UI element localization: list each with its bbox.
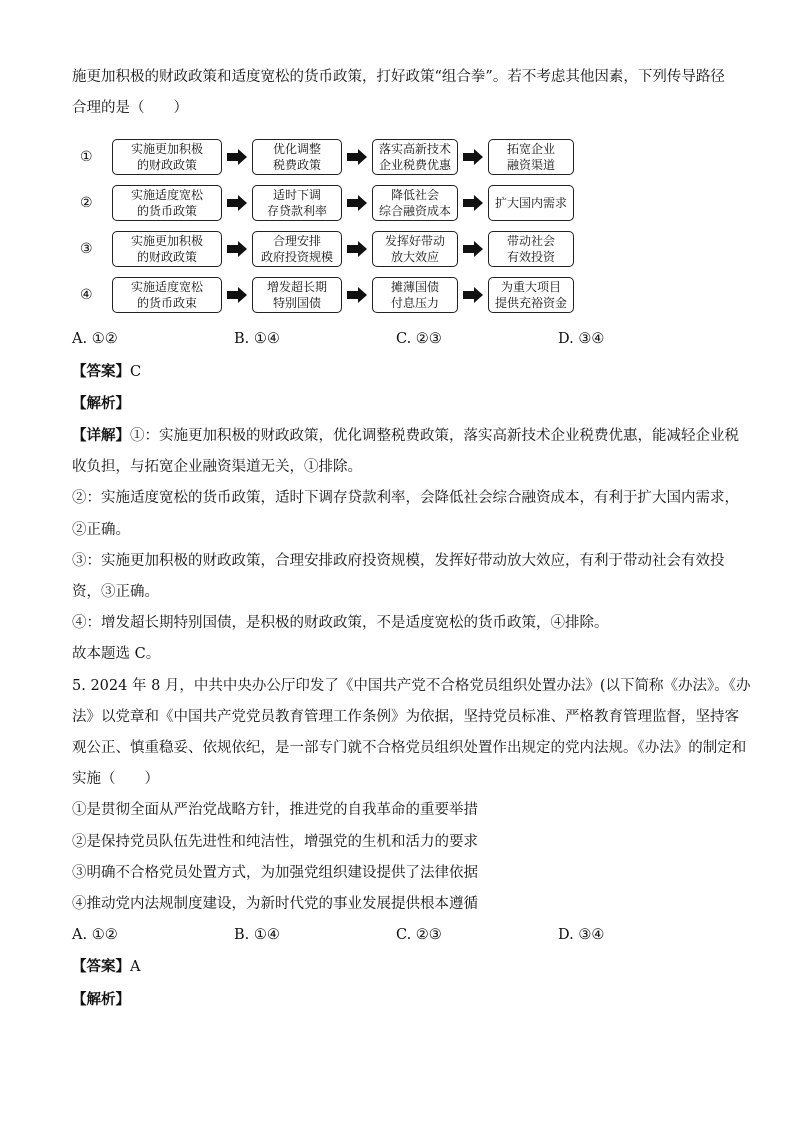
box-text-line: 实施适度宽松 xyxy=(130,188,203,203)
detail-line-4: ②正确。 xyxy=(72,521,130,538)
q5-statement-4: ④推动党内法规制度建设，为新时代党的事业发展提供根本遵循 xyxy=(72,896,478,913)
box-text-line: 实施适度宽松 xyxy=(130,280,203,295)
box-text-line: 企业税费优惠 xyxy=(378,158,451,173)
box-text-line: 融资渠道 xyxy=(506,158,555,173)
path-step-box xyxy=(112,231,222,267)
path-step-box xyxy=(488,139,574,175)
q5-statement-1: ①是贯彻全面从严治党战略方针，推进党的自我革命的重要举措 xyxy=(72,802,478,819)
question-5-options xyxy=(72,920,722,951)
option-b: B. ①④ xyxy=(234,927,280,944)
question-5-answer xyxy=(72,951,722,983)
option-a: A. ①② xyxy=(72,331,118,348)
path-step-box xyxy=(372,139,458,175)
box-text-line: 合理安排 xyxy=(272,234,321,249)
question-5-stem-line-1: 5. 2024 年 8 月，中共中央办公厅印发了《中国共产党不合格党员组织处置办法》(以下简称《办法》。《办 xyxy=(72,677,751,694)
box-text-line: 发挥好带动 xyxy=(384,234,445,249)
detail-line-7: ④：增发超长期特别国债，是积极的财政政策，不是适度宽松的货币政策，④排除。 xyxy=(72,615,609,632)
option-c: C. ②③ xyxy=(396,331,442,348)
box-text-line: 提供充裕资金 xyxy=(494,296,567,311)
arrow-right-icon xyxy=(222,240,252,258)
answer-tag: 【答案】 xyxy=(72,362,130,380)
diagram-row-4 xyxy=(80,272,722,318)
detail-line-6: 资，③正确。 xyxy=(72,584,159,601)
box-text-line: 摊薄国债 xyxy=(390,280,439,295)
path-step-box xyxy=(112,277,222,313)
box-text-line: 拓宽企业 xyxy=(506,142,555,157)
box-text-line: 政府投资规模 xyxy=(260,250,333,265)
diagram-row-2 xyxy=(80,180,722,226)
path-step-box xyxy=(372,231,458,267)
option-c: C. ②③ xyxy=(396,927,442,944)
question-4-options xyxy=(72,324,722,355)
option-b: B. ①④ xyxy=(234,331,280,348)
path-step-box xyxy=(252,231,342,267)
arrow-right-icon xyxy=(458,148,488,166)
detail-line-8: 故本题选 C。 xyxy=(72,646,161,663)
row-number: ② xyxy=(80,195,93,212)
arrow-right-icon xyxy=(342,194,372,212)
detail-line-1: 【详解】①：实施更加积极的财政政策，优化调整税费政策，落实高新技术企业税费优惠，能减轻企业税 xyxy=(72,427,739,445)
path-step-box xyxy=(112,139,222,175)
arrow-right-icon xyxy=(222,194,252,212)
box-text-line: 的财政政策 xyxy=(136,250,197,265)
row-number: ① xyxy=(80,149,93,166)
question-4-stem-line-1: 施更加积极的财政政策和适度宽松的货币政策，打好政策“组合拳”。若不考虑其他因素，下列传导路径 xyxy=(72,69,725,85)
path-step-box xyxy=(252,185,342,221)
path-step-box xyxy=(488,231,574,267)
path-step-box xyxy=(372,185,458,221)
question-5-stem-line-3: 观公正、慎重稳妥、依规依纪，是一部专门就不合格党员组织处置作出规定的党内法规。《办法》的制定和 xyxy=(72,740,747,757)
box-text-line: 适时下调 xyxy=(272,188,321,203)
box-text-line: 有效投资 xyxy=(506,250,555,265)
question-5-analysis-tag: 【解析】 xyxy=(72,990,130,1008)
box-text-line: 为重大项目 xyxy=(500,280,561,295)
arrow-right-icon xyxy=(458,240,488,258)
question-4-stem-line-2: 合理的是（ ） xyxy=(72,100,188,117)
arrow-right-icon xyxy=(342,148,372,166)
box-text-line: 实施更加积极 xyxy=(130,142,203,157)
arrow-right-icon xyxy=(222,148,252,166)
path-step-box xyxy=(372,277,458,313)
answer-tag: 【答案】 xyxy=(72,958,130,976)
question-4-answer xyxy=(72,356,722,388)
box-text-line: 特别国债 xyxy=(272,296,321,311)
detail-line-2: 收负担，与拓宽企业融资渠道无关，①排除。 xyxy=(72,459,362,476)
transmission-path-diagram xyxy=(80,134,722,318)
diagram-row-3 xyxy=(80,226,722,272)
question-5-stem-line-4: 实施（ ） xyxy=(72,771,159,788)
arrow-right-icon xyxy=(342,240,372,258)
answer-value: C xyxy=(130,363,142,380)
q5-statement-2: ②是保持党员队伍先进性和纯洁性，增强党的生机和活力的要求 xyxy=(72,833,478,850)
box-text-line: 扩大国内需求 xyxy=(494,196,567,211)
box-text-line: 实施更加积极 xyxy=(130,234,203,249)
q5-statement-3: ③明确不合格党员处置方式，为加强党组织建设提供了法律依据 xyxy=(72,864,478,881)
detail-line-3: ②：实施适度宽松的货币政策，适时下调存贷款利率，会降低社会综合融资成本，有利于扩大国内需求， xyxy=(72,490,739,507)
box-text-line: 税费政策 xyxy=(272,158,321,173)
arrow-right-icon xyxy=(222,286,252,304)
box-text-line: 放大效应 xyxy=(390,250,439,265)
row-number: ④ xyxy=(80,287,93,304)
path-step-box xyxy=(252,139,342,175)
box-text-line: 的货币政束 xyxy=(136,296,197,311)
box-text-line: 增发超长期 xyxy=(266,280,327,295)
diagram-row-1 xyxy=(80,134,722,180)
arrow-right-icon xyxy=(342,286,372,304)
path-step-box xyxy=(112,185,222,221)
question-4-analysis-tag: 【解析】 xyxy=(72,394,130,412)
detail-tag: 【详解】 xyxy=(72,427,130,445)
arrow-right-icon xyxy=(458,194,488,212)
answer-value: A xyxy=(130,959,141,976)
option-a: A. ①② xyxy=(72,927,118,944)
box-text-line: 优化调整 xyxy=(272,142,321,157)
document-page xyxy=(72,62,751,1016)
box-text-line: 综合融资成本 xyxy=(378,204,451,219)
box-text-line: 付息压力 xyxy=(390,296,439,311)
path-step-box xyxy=(252,277,342,313)
question-5-stem-line-2: 法》以党章和《中国共产党党员教育管理工作条例》为依据，坚持党员标准、严格教育管理监督，坚持客 xyxy=(72,708,739,725)
box-text-line: 存贷款利率 xyxy=(266,204,327,219)
detail-line-5: ③：实施更加积极的财政政策，合理安排政府投资规模，发挥好带动放大效应，有利于带动社会有效投 xyxy=(72,552,725,569)
path-step-box xyxy=(488,277,574,313)
option-d: D. ③④ xyxy=(558,927,605,944)
box-text-line: 降低社会 xyxy=(390,188,439,203)
box-text-line: 带动社会 xyxy=(506,234,555,249)
arrow-right-icon xyxy=(458,286,488,304)
box-text-line: 落实高新技术 xyxy=(378,142,451,157)
box-text-line: 的货币政策 xyxy=(136,204,197,219)
box-text-line: 的财政政策 xyxy=(136,158,197,173)
row-number: ③ xyxy=(80,241,93,258)
path-step-box xyxy=(488,185,574,221)
option-d: D. ③④ xyxy=(558,331,605,348)
